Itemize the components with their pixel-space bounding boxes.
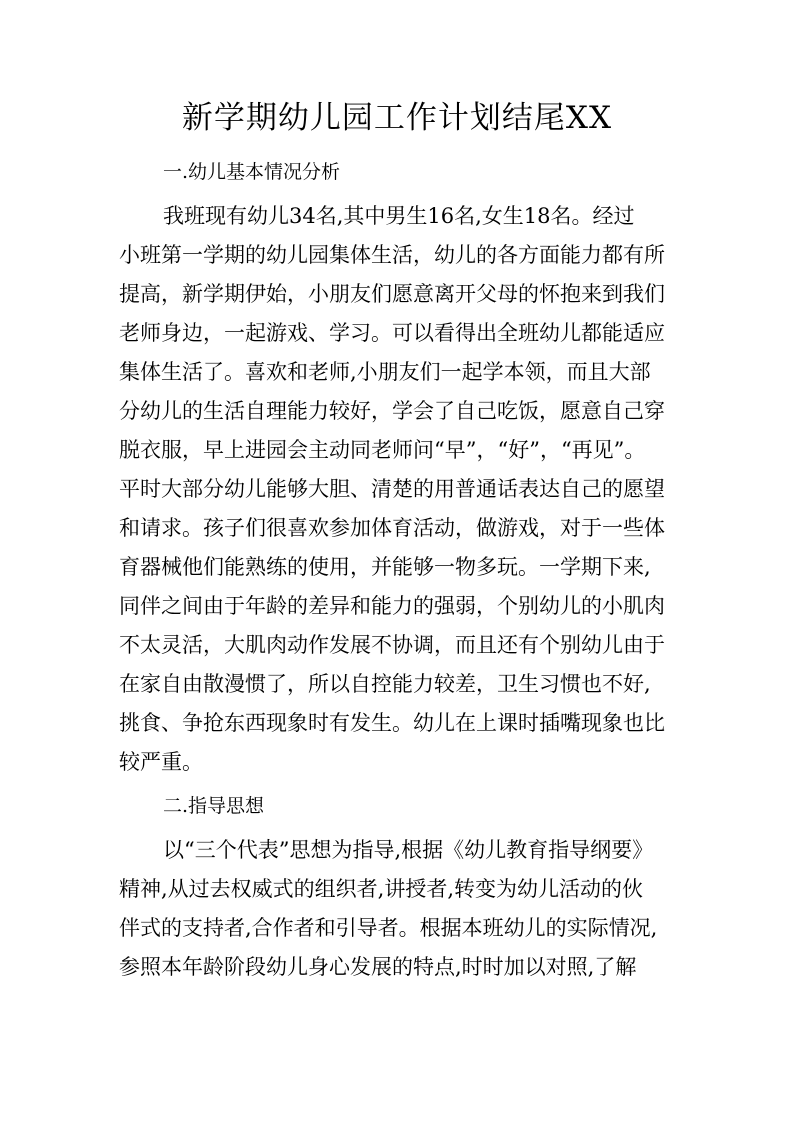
section1-line-5: 集体生活了。喜欢和老师,小朋友们一起学本领，而且大部: [119, 360, 651, 384]
document-title: 新学期幼儿园工作计划结尾XX: [181, 100, 613, 136]
section1-line-7: 脱衣服，早上进园会主动同老师问“早”，“好”，“再见”。: [119, 438, 646, 462]
section1-line-15: 较严重。: [119, 750, 203, 774]
section1-line-12: 不太灵活，大肌肉动作发展不协调，而且还有个别幼儿由于: [119, 633, 665, 657]
section2-heading: 二.指导思想: [163, 795, 265, 817]
section2-line-2: 精神,从过去权威式的组织者,讲授者,转变为幼儿活动的伙: [119, 877, 644, 901]
section2-line-1: 以“三个代表”思想为指导,根据《幼儿教育指导纲要》: [163, 838, 654, 862]
section1-heading: 一.幼儿基本情况分析: [163, 161, 341, 183]
section1-line-10: 育器械他们能熟练的使用，并能够一物多玩。一学期下来,: [119, 555, 651, 579]
section1-line-8: 平时大部分幼儿能够大胆、清楚的用普通话表达自己的愿望: [119, 477, 665, 501]
section1-line-9: 和请求。孩子们很喜欢参加体育活动，做游戏，对于一些体: [119, 516, 665, 540]
section1-line-1: 我班现有幼儿34名,其中男生16名,女生18名。经过: [163, 204, 635, 228]
section1-line-14: 挑食、争抢东西现象时有发生。幼儿在上课时插嘴现象也比: [119, 711, 665, 735]
section2-line-4: 参照本年龄阶段幼儿身心发展的特点,时时加以对照,了解: [119, 955, 637, 979]
section1-line-6: 分幼儿的生活自理能力较好，学会了自己吃饭，愿意自己穿: [119, 399, 665, 423]
section1-line-11: 同伴之间由于年龄的差异和能力的强弱，个别幼儿的小肌肉: [119, 594, 665, 618]
section1-line-4: 老师身边，一起游戏、学习。可以看得出全班幼儿都能适应: [119, 321, 665, 345]
section1-line-3: 提高，新学期伊始，小朋友们愿意离开父母的怀抱来到我们: [119, 282, 665, 306]
section2-line-3: 伴式的支持者,合作者和引导者。根据本班幼儿的实际情况,: [119, 916, 658, 940]
section1-line-2: 小班第一学期的幼儿园集体生活，幼儿的各方面能力都有所: [119, 243, 665, 267]
section1-line-13: 在家自由散漫惯了，所以自控能力较差，卫生习惯也不好,: [119, 672, 651, 696]
